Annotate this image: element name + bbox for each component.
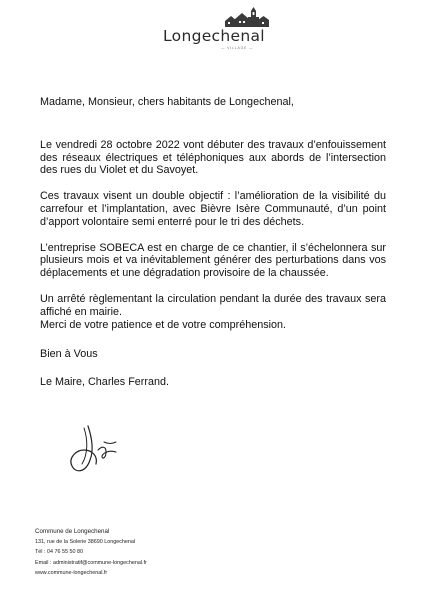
letter-paragraph-4: Un arrêté règlementant la circulation pendant la durée des travaux sera affiché en mairie. <box>40 292 386 318</box>
letter-paragraph-3: L’entreprise SOBECA est en charge de ce chantier, il s’échelonnera sur plusieurs mois et va inévitablement générer des perturbations dans vos déplacements et une dégradation provisoire de la chaussée. <box>40 241 386 280</box>
logo-name: Longechenal <box>163 27 265 45</box>
footer-commune-name: Commune de Longechenal <box>35 528 110 535</box>
letter-closing: Bien à Vous <box>40 348 98 361</box>
footer-website: www.commune-longechenal.fr <box>35 569 108 576</box>
letter-signatory: Le Maire, Charles Ferrand. <box>40 376 170 389</box>
footer-phone: Tél : 04 76 55 50 80 <box>35 549 83 556</box>
letter-paragraph-1: Le vendredi 28 octobre 2022 vont débuter des travaux d’enfouissement des réseaux électriques et téléphoniques aux abords de l’intersection des rues du Violet et du Savoyet. <box>40 138 386 177</box>
letter-thanks: Merci de votre patience et de votre compréhension. <box>40 318 287 331</box>
footer-email: Email : administratif@commune-longechenal.fr <box>35 559 147 566</box>
commune-logo <box>163 7 283 53</box>
footer-address: 131, rue de la Solerie 38690 Longechenal <box>35 539 136 546</box>
handwritten-signature <box>58 420 128 480</box>
letter-paragraph-2: Ces travaux visent un double objectif : l’amélioration de la visibilité du carrefour et l’implantation, avec Bièvre Isère Communauté, d’un point d’apport volontaire semi enterré pour le tri des déchets. <box>40 190 386 228</box>
letter-body <box>40 96 386 389</box>
footer-contact <box>35 527 147 578</box>
village-church-icon <box>225 7 269 27</box>
letter-greeting: Madame, Monsieur, chers habitants de Longechenal, <box>40 96 294 108</box>
logo-tagline: — VILLAGE — <box>221 46 254 50</box>
